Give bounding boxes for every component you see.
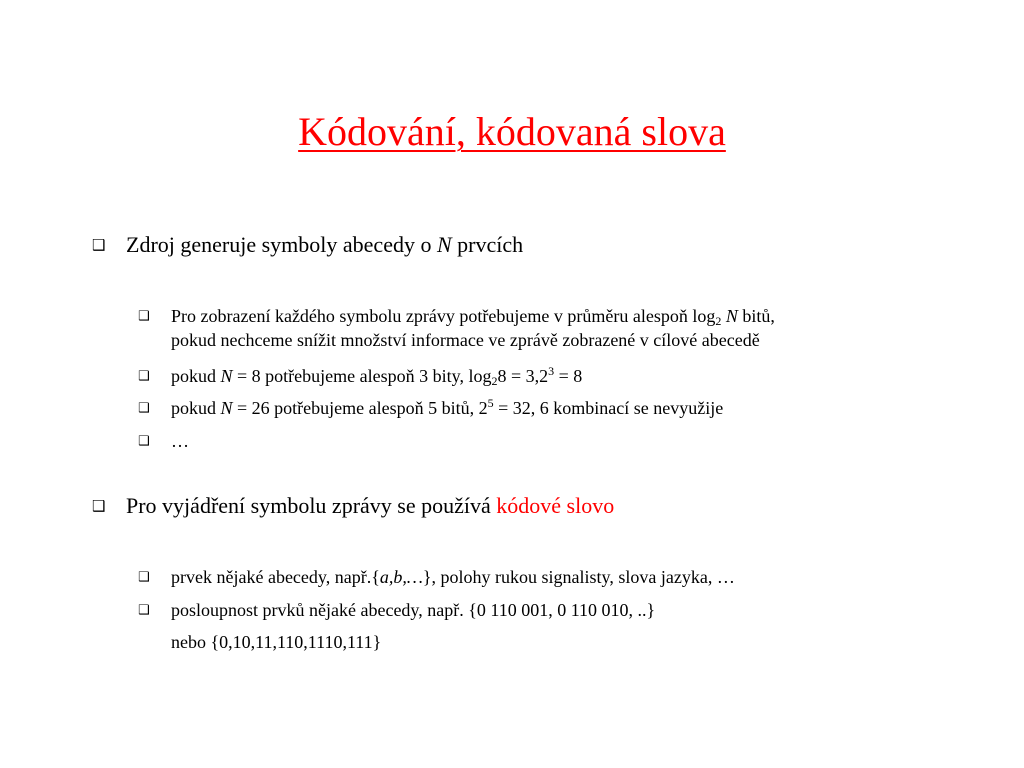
square-bullet-icon: ❑	[138, 369, 150, 384]
square-bullet-icon: ❑	[92, 236, 106, 254]
bullet-text: Zdroj generuje symboly abecedy o N prvcích	[126, 232, 524, 257]
square-bullet-icon: ❑	[138, 603, 150, 618]
square-bullet-icon: ❑	[138, 309, 150, 324]
square-bullet-icon: ❑	[92, 497, 106, 515]
bullet-text: pokud N = 8 potřebujeme alespoň 3 bity, $\log_28 = 3,2^3 = 8$	[171, 364, 583, 388]
bullet-text: pokud N = 26 potřebujeme alespoň 5 bitů, $2^5 = 32$, 6 kombinací se nevyužije	[171, 396, 724, 418]
bullet-text: posloupnost prvků nějaké abecedy, např. {0 110 001, 0 110 010, ..} nebo {0,10,11,110,1110,111}	[171, 600, 656, 652]
bullet-text: …	[171, 431, 189, 451]
bullet-text: Pro vyjádření symbolu zprávy se používá kódové slovo	[126, 493, 615, 518]
bullet-text: Pro zobrazení každého symbolu zprávy potřebujeme v průměru alespoň $\log_2 N$ bitů, pokud nechceme snížit množství informace ve zprávě zobrazené v cílové abecedě	[171, 306, 775, 350]
highlight-term: kódové slovo	[496, 493, 615, 518]
bullet-text: prvek nějaké abecedy, např.{a,b,…}, polohy rukou signalisty, slova jazyka, …	[171, 567, 735, 587]
square-bullet-icon: ❑	[138, 570, 150, 585]
slide-title: Kódování, kódovaná slova	[298, 109, 726, 154]
square-bullet-icon: ❑	[138, 434, 150, 449]
square-bullet-icon: ❑	[138, 401, 150, 416]
